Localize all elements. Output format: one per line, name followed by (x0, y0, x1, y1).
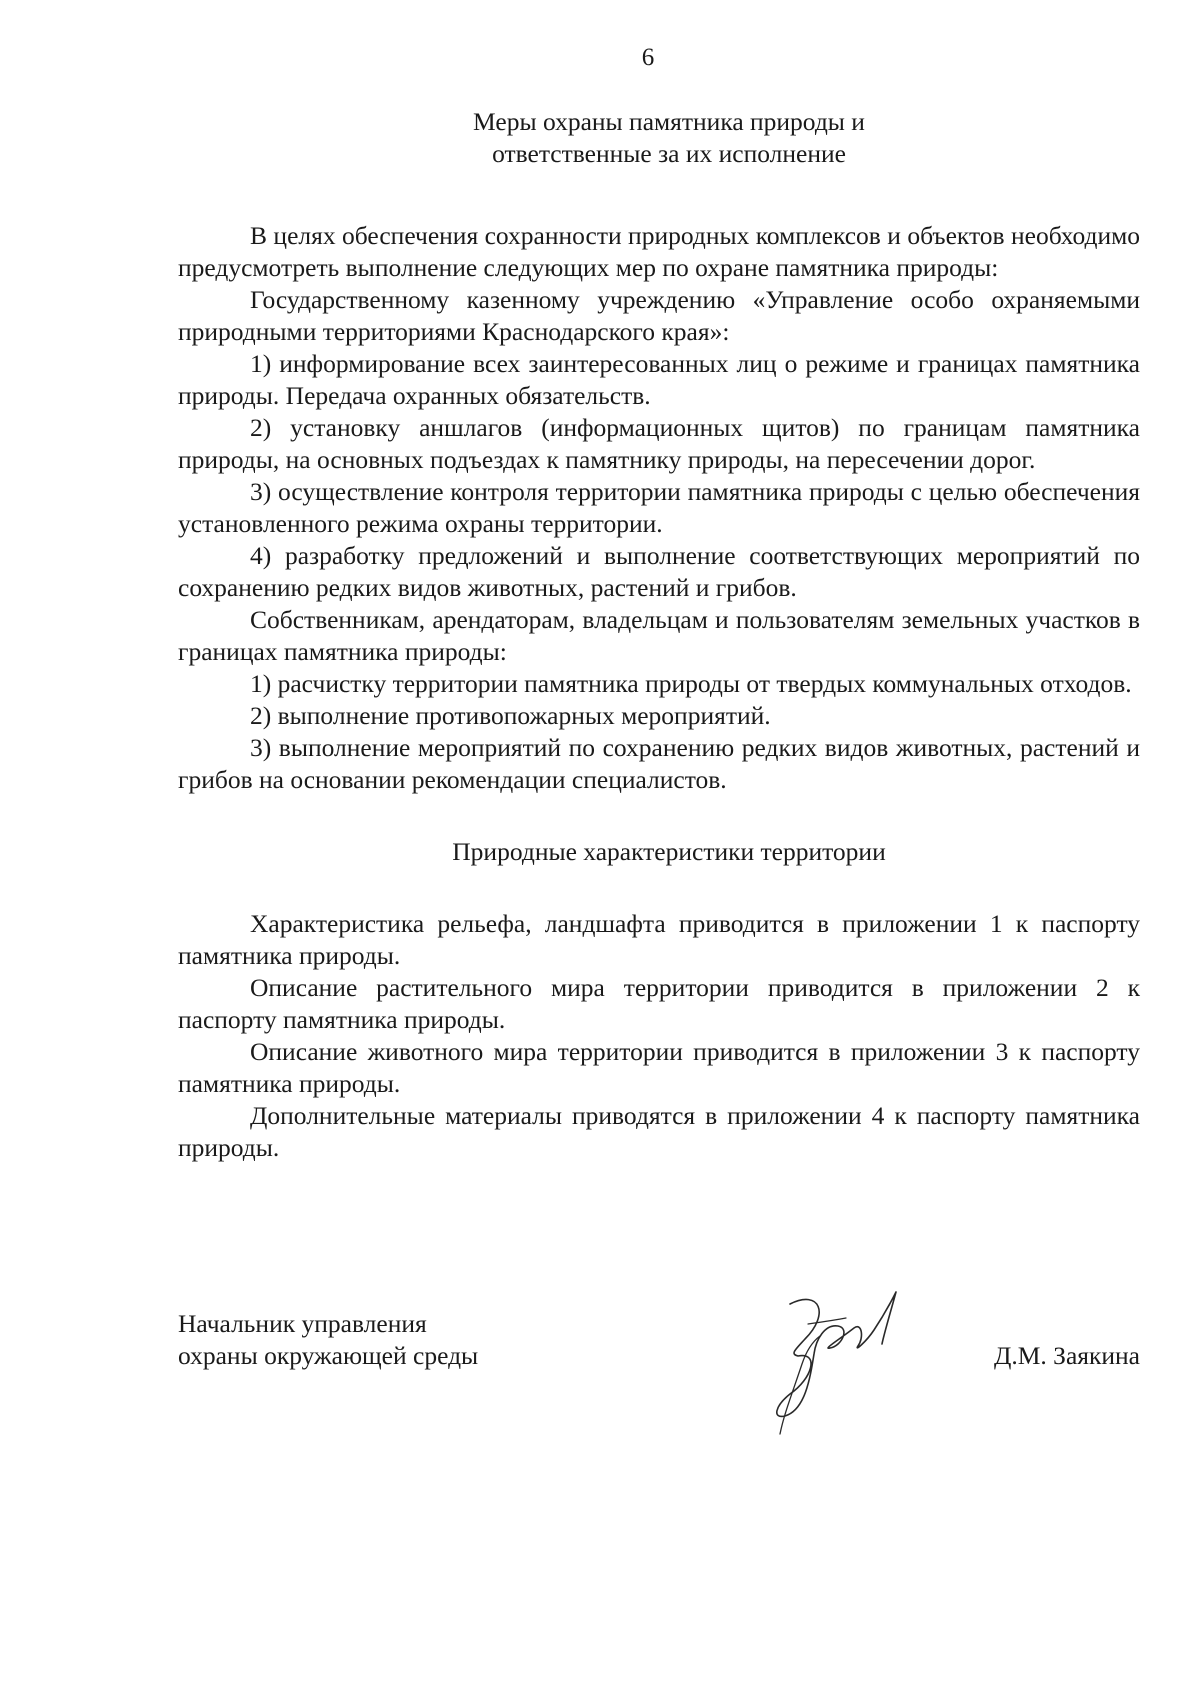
section-heading-natural-characteristics: Природные характеристики территории (452, 837, 886, 866)
list-item: 1) информирование всех заинтересованных лиц о режиме и границах памятника природы. Передача охранных обязательств. (178, 349, 1140, 410)
heading-line: Меры охраны памятника природы и (473, 107, 865, 136)
signatory-title-line: охраны окружающей среды (178, 1341, 479, 1370)
section-heading-protection-measures (178, 106, 1140, 170)
signature-block (178, 1308, 1140, 1428)
paragraph: В целях обеспечения сохранности природных комплексов и объектов необходимо предусмотреть выполнение следующих мер по охране памятника природы: (178, 221, 1140, 282)
paragraph: Собственникам, арендаторам, владельцам и пользователям земельных участков в границах памятника природы: (178, 605, 1140, 666)
paragraph: Государственному казенному учреждению «Управление особо охраняемыми природными территориями Краснодарского края»: (178, 285, 1140, 346)
list-item: 1) расчистку территории памятника природы от твердых коммунальных отходов. (250, 669, 1132, 698)
protection-measures-text (178, 220, 1140, 796)
heading-line: ответственные за их исполнение (492, 139, 846, 168)
document-body (178, 106, 1140, 1164)
page-number: 6 (641, 44, 655, 71)
list-item: 2) установку аншлагов (информационных щитов) по границам памятника природы, на основных подъездах к памятнику природы, на пересечении дорог. (178, 413, 1140, 474)
signatory-title (178, 1308, 478, 1372)
paragraph: Описание животного мира территории приводится в приложении 3 к паспорту памятника природы. (178, 1037, 1140, 1098)
signatory-name: Д.М. Заякина (993, 1341, 1140, 1370)
paragraph: Дополнительные материалы приводятся в приложении 4 к паспорту памятника природы. (178, 1101, 1140, 1162)
handwritten-signature (750, 1284, 920, 1444)
list-item: 2) выполнение противопожарных мероприятий. (250, 701, 771, 730)
signatory-title-line: Начальник управления (178, 1309, 427, 1338)
list-item: 4) разработку предложений и выполнение соответствующих мероприятий по сохранению редких видов животных, растений и грибов. (178, 541, 1140, 602)
list-item: 3) выполнение мероприятий по сохранению редких видов животных, растений и грибов на основании рекомендации специалистов. (178, 733, 1140, 794)
list-item: 3) осуществление контроля территории памятника природы с целью обеспечения установленного режима охраны территории. (178, 477, 1140, 538)
paragraph: Характеристика рельефа, ландшафта приводится в приложении 1 к паспорту памятника природы. (178, 909, 1140, 970)
paragraph: Описание растительного мира территории приводится в приложении 2 к паспорту памятника природы. (178, 973, 1140, 1034)
natural-characteristics-text (178, 908, 1140, 1164)
